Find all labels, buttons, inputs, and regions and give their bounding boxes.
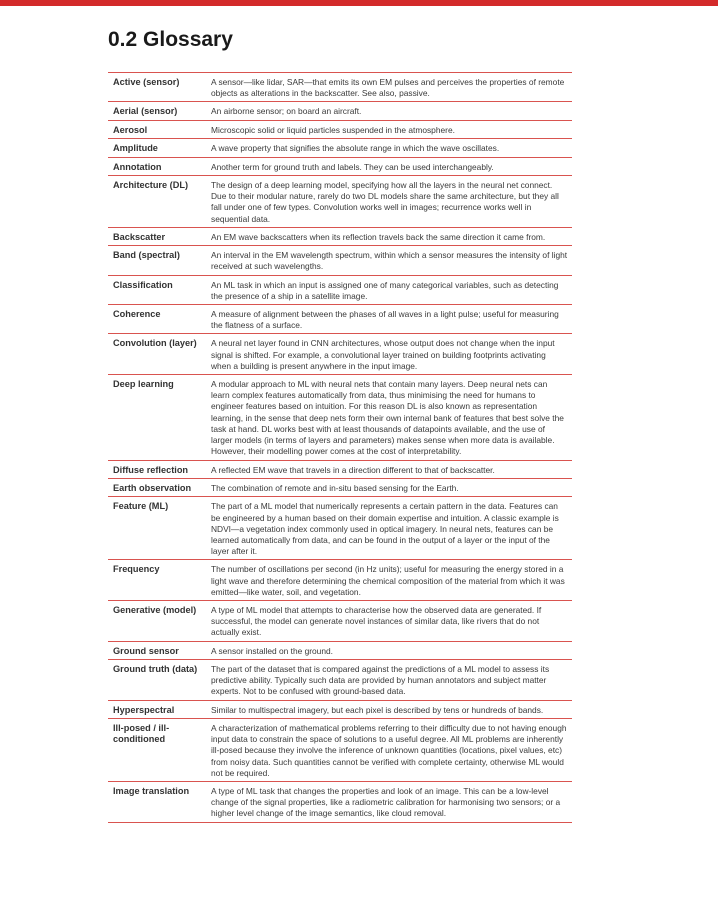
- glossary-entry: [108, 139, 572, 157]
- glossary-definition: The combination of remote and in-situ based sensing for the Earth.: [211, 482, 459, 493]
- glossary-term: Backscatter: [113, 231, 166, 242]
- glossary-definition: A neural net layer found in CNN architectures, whose output does not change when the input signal is shifted. For example, a convolutional layer trained on building footprints activating when a building is present anywhere in the input image.: [211, 338, 555, 371]
- glossary-entry: [108, 642, 572, 660]
- glossary-entry: [108, 660, 572, 701]
- glossary-entry: [108, 228, 572, 246]
- glossary-definition: Microscopic solid or liquid particles suspended in the atmosphere.: [211, 124, 455, 135]
- glossary-term: Diffuse reflection: [113, 464, 189, 475]
- page-title: 0.2 Glossary: [108, 28, 233, 51]
- glossary-term: Classification: [113, 279, 173, 290]
- glossary-term: Ill-posed / ill-conditioned: [113, 722, 170, 745]
- glossary-term: Coherence: [113, 309, 161, 320]
- glossary-term: Feature (ML): [113, 501, 169, 512]
- glossary-entry: [108, 102, 572, 120]
- glossary-entry: [108, 497, 572, 560]
- glossary-definition: A sensor—like lidar, SAR—that emits its own EM pulses and perceives the properties of remote objects as alterations in the backscatter. See also, passive.: [211, 77, 565, 99]
- glossary-definition: A type of ML model that attempts to characterise how the observed data are generated. If successful, the model can generate novel instances of similar data, like rivers that do not actually exist.: [211, 604, 542, 638]
- glossary-definition: An interval in the EM wavelength spectrum, within which a sensor measures the intensity of light received at such wavelengths.: [211, 250, 568, 272]
- glossary-entry: [108, 305, 572, 334]
- glossary-entry: [108, 158, 572, 176]
- glossary-definition: An EM wave backscatters when its reflection travels back the same direction it came from.: [211, 231, 546, 242]
- glossary-term: Image translation: [113, 785, 190, 796]
- glossary-table: [108, 72, 572, 823]
- glossary-entry: [108, 246, 572, 275]
- glossary-term: Convolution (layer): [113, 338, 197, 349]
- glossary-definition: A sensor installed on the ground.: [211, 645, 333, 656]
- glossary-term: Frequency: [113, 564, 160, 575]
- glossary-entry: [108, 601, 572, 642]
- glossary-term: Deep learning: [113, 379, 174, 390]
- glossary-entry: [108, 479, 572, 497]
- glossary-definition: A wave property that signifies the absolute range in which the wave oscillates.: [211, 143, 500, 154]
- glossary-entry: [108, 461, 572, 479]
- glossary-entry: [108, 276, 572, 305]
- glossary-definition: Similar to multispectral imagery, but each pixel is described by tens or hundreds of bands.: [211, 704, 544, 715]
- glossary-entry: [108, 560, 572, 601]
- glossary-term: Hyperspectral: [113, 704, 175, 715]
- glossary-term: Amplitude: [113, 143, 158, 154]
- glossary-entry: [108, 121, 572, 139]
- top-accent-bar: [0, 0, 718, 6]
- glossary-definition: An airborne sensor; on board an aircraft.: [211, 106, 362, 117]
- glossary-definition: A measure of alignment between the phases of all waves in a light pulse; useful for measuring the flatness of a surface.: [211, 309, 559, 331]
- glossary-definition: Another term for ground truth and labels. They can be used interchangeably.: [211, 161, 494, 172]
- glossary-term: Ground sensor: [113, 645, 179, 656]
- glossary-definition: An ML task in which an input is assigned one of many categorical variables, such as detecting the presence of a ship in a satellite image.: [211, 279, 559, 301]
- glossary-definition: The part of a ML model that numerically represents a certain pattern in the data. Features can be engineered by a human based on their domain expertise and intuition. A classic example is NDVI—a vegetation index commonly used in optical imagery. In neural nets, features can be learned automatically from data, and can be found in the output of a layer or the input of the layer after it.: [211, 501, 559, 557]
- glossary-term: Aerial (sensor): [113, 106, 178, 117]
- glossary-term: Earth observation: [113, 482, 192, 493]
- glossary-term: Active (sensor): [113, 77, 180, 87]
- glossary-entry: [108, 176, 572, 228]
- glossary-term: Generative (model): [113, 604, 197, 615]
- glossary-definition: The number of oscillations per second (in Hz units); useful for measuring the energy stored in a light wave and therefore determining the chemical composition of the material from which it was emitted—like water, soil, and vegetation.: [211, 564, 565, 597]
- glossary-definition: A characterization of mathematical problems referring to their difficulty due to not having enough input data to constrain the space of solutions to a useful degree. All ML problems are inherently ill-posed because they involve the inference of unknown quantities (locations, pixel values, etc) from noisy data. Such quantities cannot be verified with complete certainty, otherwise ML would not be required.: [211, 722, 567, 778]
- glossary-definition: The part of the dataset that is compared against the predictions of a ML model to assess its predictive ability. Typically such data are provided by human annotators and subject matter experts. Not to be confused with ground-based data.: [211, 663, 550, 697]
- glossary-term: Architecture (DL): [113, 180, 189, 191]
- glossary-definition: A modular approach to ML with neural nets that contain many layers. Deep neural nets can learn complex features automatically from data, thus minimising the need for humans to engineer features based on intuition. For this reason DL is also known as representation learning, in the sense that deep nets form their own internal bank of features that best solve the task at hand. DL works best with at least thousands of datapoints available, and the use of larger models (in terms of layers and parameters) makes sense when more data is available. However, their modelling power comes at the cost of interpretability.: [211, 379, 564, 457]
- glossary-entry: [108, 719, 572, 782]
- glossary-entry: [108, 73, 572, 102]
- glossary-entry: [108, 701, 572, 719]
- glossary-definition: A reflected EM wave that travels in a direction different to that of backscatter.: [211, 464, 495, 475]
- glossary-entry: [108, 375, 572, 460]
- glossary-term: Band (spectral): [113, 250, 180, 261]
- glossary-term: Annotation: [113, 161, 162, 172]
- glossary-term: Ground truth (data): [113, 663, 198, 674]
- glossary-entry: [108, 334, 572, 375]
- glossary-entry: [108, 782, 572, 823]
- glossary-term: Aerosol: [113, 124, 148, 135]
- glossary-definition: The design of a deep learning model, specifying how all the layers in the neural net connect. Due to their modular nature, rarely do two DL models share the same architecture, but they all fall under one of few types. Convolution works well in images; recurrence works well in sequential data.: [211, 180, 559, 224]
- glossary-definition: A type of ML task that changes the properties and look of an image. This can be a low-level change of the signal properties, like a radiometric calibration for harmonising two sensors; or a higher level change of the image semantics, like cloud removal.: [211, 785, 561, 819]
